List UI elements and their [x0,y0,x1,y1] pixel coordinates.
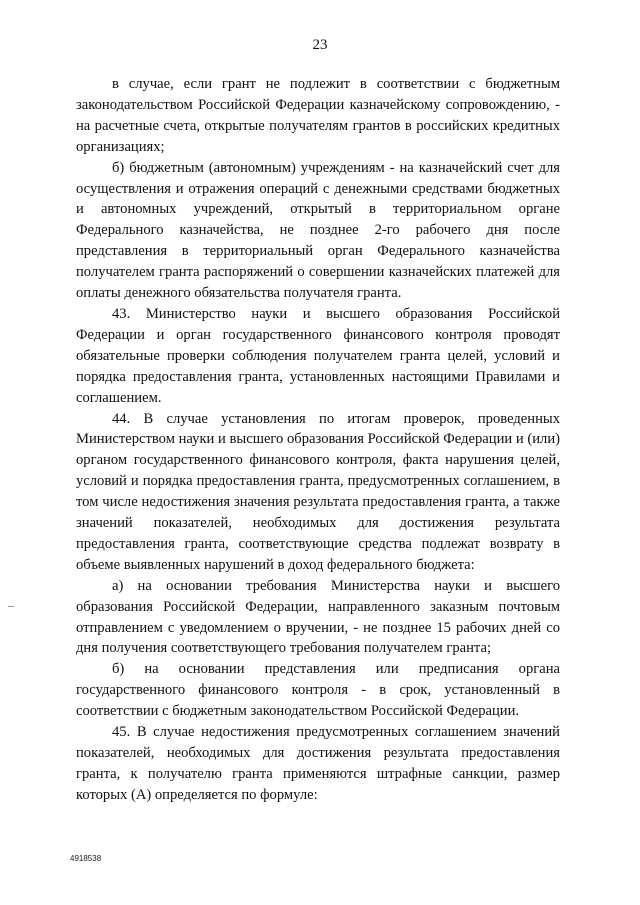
paragraph-43-inspections: 43. Министерство науки и высшего образования Российской Федерации и орган государственного финансового контроля проводят обязательные проверки соблюдения получателем гранта целей, условий и порядка предоставления гранта, установленных настоящими Правилами и соглашением. [76,305,560,406]
page-number: 23 [312,37,328,53]
paragraph-budget-institutions: б) бюджетным (автономным) учреждениям - на казначейский счет для осуществления и отражения операций с денежными средствами бюджетных и автономных учреждений, открытый в территориальном органе Федерального казначейства, не позднее 2-го рабочего дня после представления в территориальный орган Федерального казначейства получателем гранта распоряжений о совершении казначейских платежей для оплаты денежного обязательства получателя гранта. [76,159,560,302]
paragraph-44-b-control-order: б) на основании представления или предписания органа государственного финансового контроля - в срок, установленный в соответствии с бюджетным законодательством Российской Федерации. [76,661,560,720]
document-body [76,74,560,806]
paragraph-44-refund: 44. В случае установления по итогам проверок, проведенных Министерством науки и высшего образования Российской Федерации и (или) органом государственного финансового контроля, факта нарушения целей, условий и порядка предоставления гранта, предусмотренных соглашением, в том числе недостижения значения результата предоставления гранта, а также значений показателей, необходимых для достижения результата предоставления гранта, соответствующие средства подлежат возврату в объеме выявленных нарушений в доход федерального бюджета: [76,410,560,573]
scan-margin-mark [8,606,14,607]
paragraph-44-a-ministry-demand: а) на основании требования Министерства науки и высшего образования Российской Федерации, направленного заказным почтовым отправлением с уведомлением о вручении, - не позднее 15 рабочих дней со дня получения соответствующего требования получателем гранта; [76,577,560,657]
paragraph-settlement-accounts: в случае, если грант не подлежит в соответствии с бюджетным законодательством Российской Федерации казначейскому сопровождению, - на расчетные счета, открытые получателям грантов в российских кредитных организациях; [76,76,560,155]
paragraph-45-penalties: 45. В случае недостижения предусмотренных соглашением значений показателей, необходимых для достижения результата предоставления гранта, к получателю гранта применяются штрафные санкции, размер которых (А) определяется по формуле: [76,724,560,803]
document-code: 4918538 [70,854,102,863]
